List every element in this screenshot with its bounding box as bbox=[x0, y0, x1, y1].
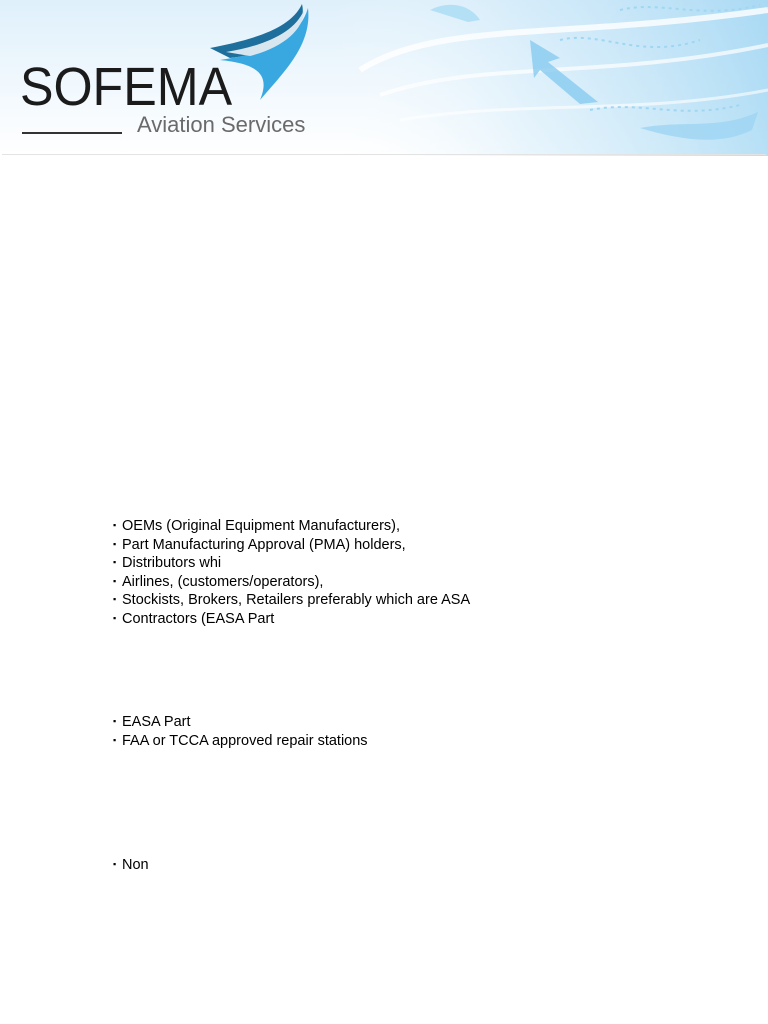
bullet-list-other bbox=[113, 856, 149, 875]
list-item-text: Contractors (EASA Part bbox=[122, 610, 275, 627]
list-item bbox=[113, 591, 470, 610]
logo-wordmark: SOFEMA bbox=[20, 57, 233, 117]
logo-tagline: Aviation Services bbox=[137, 112, 306, 137]
bullet-list-organisations bbox=[113, 517, 470, 629]
header-banner bbox=[0, 0, 768, 156]
bullet-icon: ▪ bbox=[113, 520, 117, 530]
list-item bbox=[113, 732, 368, 751]
bullet-icon: ▪ bbox=[113, 594, 117, 605]
list-item-text: Distributors whi bbox=[122, 555, 222, 572]
list-item-text: FAA or TCCA approved repair stations bbox=[122, 732, 368, 749]
list-item-text: EASA Part bbox=[122, 714, 191, 730]
bullet-icon: ▪ bbox=[113, 538, 117, 549]
list-item bbox=[113, 573, 470, 592]
list-item bbox=[113, 713, 368, 732]
header-divider bbox=[2, 154, 766, 155]
list-item bbox=[113, 536, 470, 555]
bullet-icon: ▪ bbox=[113, 716, 117, 726]
bullet-icon: ▪ bbox=[113, 612, 117, 623]
bullet-icon: ▪ bbox=[113, 859, 117, 869]
list-item bbox=[113, 610, 470, 629]
bullet-list-repair-stations bbox=[113, 713, 368, 750]
list-item bbox=[113, 856, 149, 875]
list-item-text: Non bbox=[122, 857, 149, 873]
list-item-text: Airlines, (customers/operators), bbox=[122, 573, 324, 590]
list-item-text: Part Manufacturing Approval (PMA) holders, bbox=[122, 536, 406, 553]
list-item-text: Stockists, Brokers, Retailers preferably which are ASA bbox=[122, 592, 471, 609]
list-item bbox=[113, 554, 470, 573]
list-item-text: OEMs (Original Equipment Manufacturers), bbox=[122, 518, 401, 534]
bullet-icon: ▪ bbox=[113, 734, 117, 745]
logo-underline bbox=[22, 132, 122, 134]
bullet-icon: ▪ bbox=[113, 575, 117, 586]
list-item bbox=[113, 517, 470, 536]
bullet-icon: ▪ bbox=[113, 557, 117, 568]
